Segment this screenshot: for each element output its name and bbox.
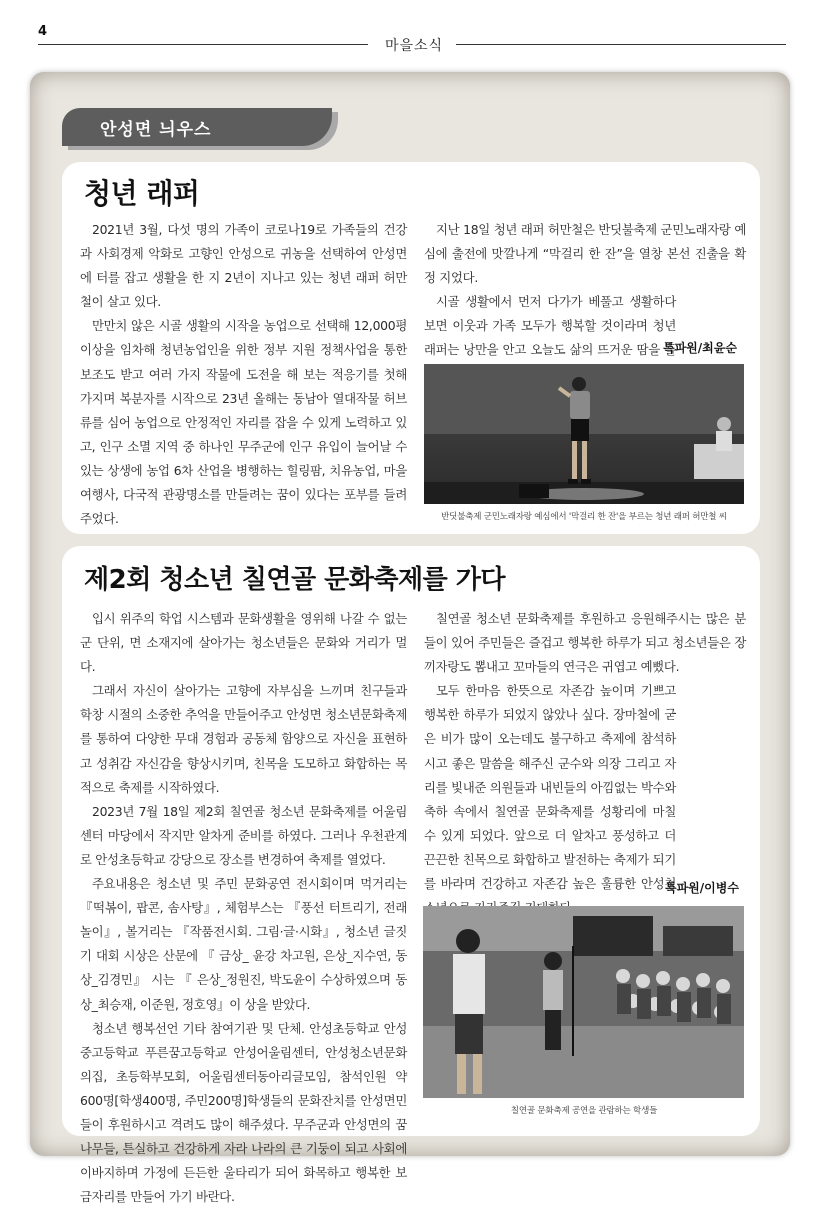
article2-title: 제2회 청소년 칠연골 문화축제를 가다 bbox=[84, 565, 506, 595]
page-number: 4 bbox=[38, 24, 48, 39]
header-rule-left bbox=[38, 44, 368, 45]
article2-photo bbox=[423, 906, 744, 1098]
article1-paragraph: 시골 생활에서 먼저 다가가 베풀고 생활하다 보면 이웃과 가족 모두가 행복할 것이라며 청년 래퍼는 낭만을 안고 오늘도 삶의 뜨거운 땀을 흘 bbox=[424, 294, 676, 358]
article2-paragraph: 주요내용은 청소년 및 주민 문화공연 전시회이며 먹거리는 『떡볶이, 팝콘, 솜사탕』, 체험부스는 『풍선 터트리기, 전래놀이』, 볼거리는 『작품전시회. 그림·글·시화』, 청소년 글짓기 대회 시상은 산문에 『 금상_ 윤강 차고원, 은상_지수연, 동상_김경민』 시는 『 은상_정원진, 박도윤이 수상하였으며 동상_최승재, 이준원, 정호영』이 상을 받았다. bbox=[80, 876, 407, 1012]
header-rule-right bbox=[456, 44, 786, 45]
article2-photo-caption: 칠연골 문화축제 공연을 관람하는 학생들 bbox=[510, 1106, 658, 1116]
article2-paragraph: 칠연골 청소년 문화축제를 후원하고 응원해주시는 많은 분들이 있어 주민들은 즐겁고 행복한 하루가 되고 청소년들은 장끼자랑도 뽐내고 꼬마들의 연극은 귀엽고 예뻤다. bbox=[424, 611, 746, 675]
section-tag-label: 안성면 늬우스 bbox=[100, 120, 212, 140]
article2-paragraph: 모두 한마음 한뜻으로 자존감 높이며 기쁘고 행복한 하루가 되었지 않았나 싶다. 장마철에 굳은 비가 많이 오는데도 불구하고 축제에 참석하시고 좋은 말씀을 해주신 군수와 의장 그리고 자리를 빛내준 의원들과 내빈들의 아낌없는 박수와 축하 속에서 칠연골 문화축제를 성황리에 마칠 수 있게 되었다. 앞으로 더 알차고 풍성하고 더 끈끈한 친목으로 화합하고 발전하는 축제가 되기를 바라며 건강하고 자존감 높은 훌륭한 안성청 bbox=[424, 683, 676, 892]
article2-paragraph: 2023년 7월 18일 제2회 칠연골 청소년 문화축제를 어울림센터 마당에서 작지만 알차게 준비를 하였다. 그러나 우천관계로 안성초등학교 강당으로 장소를 변경하여 축제를 열었다. bbox=[80, 803, 407, 867]
article1-paragraph: 만만치 않은 시골 생활의 시작을 농업으로 선택해 12,000평 이상을 임차해 청년농업인을 위한 정부 지원 정책사업을 통한 보조도 받고 여러 가지 작물에 도전을 해 보는 적응기를 첫해 가지며 복분자를 시작으로 23년 올해는 동남아 열대작물 허브류를 심어 농업으로 안정적인 자리를 잡을 수 있게 노력하고 있고, 인구 소멸 지역 중 하나인 무주군에 인구 유입이 늘어날 수 있는 상생에 농업 6차 산업을 병행하는 힐링팜, 치유농업, 마을 여행사, 다국적 관광명소를 만들려는 꿈이 있다는 포부를 들려주었다. bbox=[80, 318, 407, 527]
header-title: 마을소식 bbox=[384, 38, 444, 54]
section-tag bbox=[62, 108, 332, 146]
article1-photo bbox=[424, 364, 744, 504]
article2-paragraph: 그래서 자신이 살아가는 고향에 자부심을 느끼며 친구들과 학창 시절의 소중한 추억을 만들어주고 안성면 청소년문화축제를 통하여 다양한 무대 경험과 공동체 함양으로 자신을 표현하고 성취감 자신감을 향상시키며, 친목을 도모하고 화합하는 목적으로 축제를 시작하였다. bbox=[80, 683, 407, 795]
article1-byline: 특파원/최윤순 bbox=[663, 341, 737, 355]
article2-byline: 특파원/이병수 bbox=[665, 881, 739, 895]
article2-paragraph: 입시 위주의 학업 시스템과 문화생활을 영위해 나갈 수 없는 군 단위, 면 소재지에 살아가는 청소년들은 문화와 거리가 멀다. bbox=[80, 611, 407, 675]
article1-title: 청년 래퍼 bbox=[84, 177, 200, 210]
article1-paragraph: 2021년 3월, 다섯 명의 가족이 코로나19로 가족들의 건강과 사회경제 악화로 고향인 안성으로 귀농을 선택하여 안성면에 터를 잡고 생활을 한 지 2년이 지나고 있는 청년 래퍼 허만철이 살고 있다. bbox=[80, 222, 407, 310]
article1-paragraph: 지난 18일 청년 래퍼 허만철은 반딧불축제 군민노래자랑 예심에 출전에 맛깔나게 “막걸리 한 잔”을 열창 본선 진출을 확정 지었다. bbox=[424, 222, 746, 286]
article2-paragraph: 청소년 행복선언 기타 참여기관 및 단체. 안성초등학교 안성중고등학교 푸른꿈고등학교 안성어울림센터, 안성청소년문화의집, 초등학부모회, 어울림센터동아리글모임, 참석인원 약600명[학생400명, 주민200명]학생들의 문화잔치를 안성면민들이 후원하시고 격려도 많이 해주셨다. 무주군과 안성면의 꿈나무들, 튼실하고 건강하게 자라 나라의 큰 기둥이 되고 사회에 이바지하며 가정에 든든한 울타리가 되어 화목하고 행복한 보금자리를 만들어 가기 바란다. bbox=[80, 1020, 407, 1205]
article2-column-left bbox=[80, 607, 407, 1205]
article1-column-left bbox=[80, 218, 407, 531]
article1-photo-caption: 반딧불축제 군민노래자랑 예심에서 '막걸리 한 잔'을 부르는 청년 래퍼 허만철 씨 bbox=[441, 512, 727, 522]
article1-column-right bbox=[424, 218, 746, 387]
article2-column-right bbox=[424, 607, 746, 920]
